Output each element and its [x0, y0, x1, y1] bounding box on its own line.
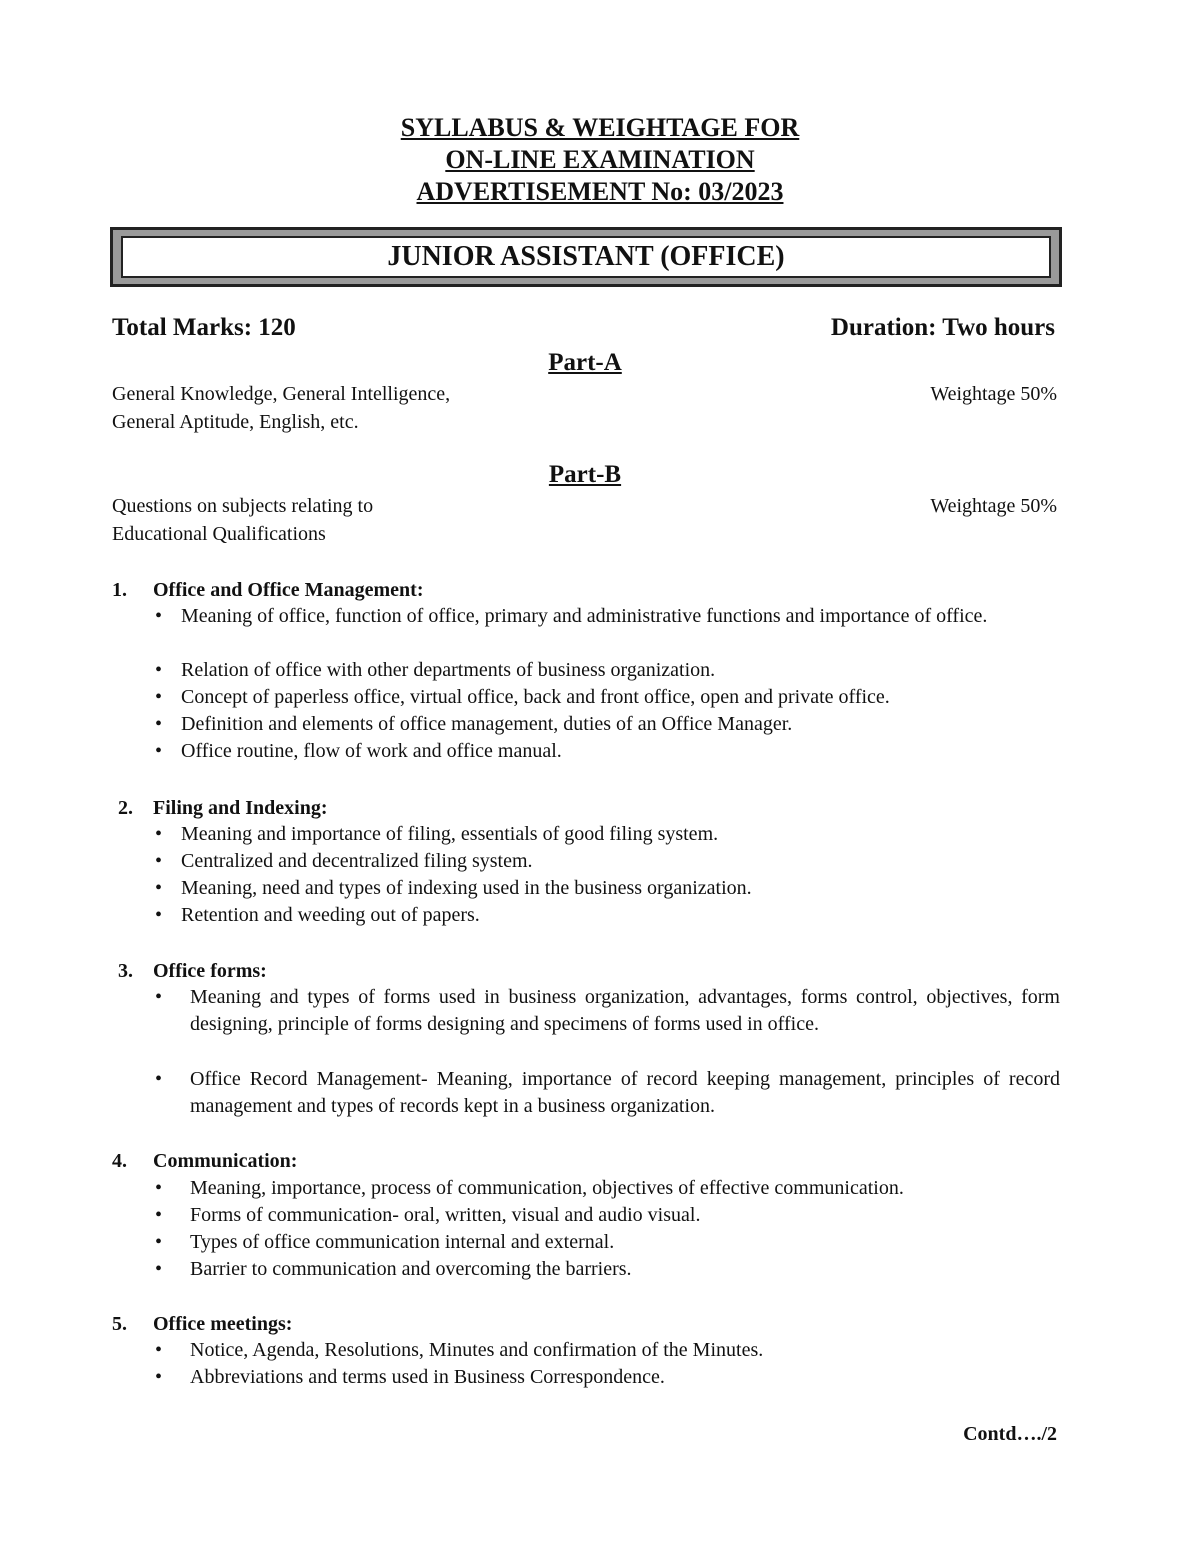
bullet-icon: • [155, 1177, 163, 1199]
bullet-icon: • [155, 986, 163, 1008]
part-b-weightage: Weightage 50% [930, 495, 1057, 517]
bullet-icon: • [155, 1204, 163, 1226]
section-4-item-1: Meaning, importance, process of communication, objectives of effective communication. [190, 1177, 904, 1199]
bullet-icon: • [155, 713, 163, 735]
continued-note: Contd…./2 [963, 1423, 1057, 1445]
bullet-icon: • [155, 1068, 163, 1090]
section-1-item-5: Office routine, flow of work and office manual. [181, 740, 562, 762]
section-1-item-4: Definition and elements of office management, duties of an Office Manager. [181, 713, 793, 735]
bullet-icon: • [155, 877, 163, 899]
section-4-title: Communication: [153, 1150, 298, 1172]
duration: Duration: Two hours [830, 314, 1055, 341]
part-a-line-1: General Knowledge, General Intelligence, [112, 383, 451, 405]
section-3-number: 3. [118, 960, 133, 982]
section-1-item-2: Relation of office with other departments of business organization. [181, 659, 716, 681]
section-5-number: 5. [112, 1313, 127, 1335]
section-1-number: 1. [112, 579, 127, 601]
bullet-icon: • [155, 740, 163, 762]
post-title: JUNIOR ASSISTANT (OFFICE) [121, 236, 1051, 278]
section-2-item-1: Meaning and importance of filing, essentials of good filing system. [181, 823, 719, 845]
section-5-item-1: Notice, Agenda, Resolutions, Minutes and confirmation of the Minutes. [190, 1339, 764, 1361]
section-2-item-2: Centralized and decentralized filing system. [181, 850, 533, 872]
post-title-box [110, 227, 1062, 287]
bullet-icon: • [155, 904, 163, 926]
section-5-item-2: Abbreviations and terms used in Business Correspondence. [190, 1366, 665, 1388]
section-1-title: Office and Office Management: [153, 579, 424, 601]
bullet-icon: • [155, 659, 163, 681]
part-b-heading: Part-B [548, 461, 622, 488]
section-4-number: 4. [112, 1150, 127, 1172]
bullet-icon: • [155, 1366, 163, 1388]
section-3-item-1: Meaning and types of forms used in business organization, advantages, forms control, objectives, form designing, principle of forms designing and specimens of forms used in office. [190, 986, 1060, 1035]
section-1-item-1: Meaning of office, function of office, primary and administrative functions and importance of office. [181, 605, 988, 627]
part-a-line-2: General Aptitude, English, etc. [112, 411, 359, 433]
part-b-line-2: Educational Qualifications [112, 523, 326, 545]
section-4-item-3: Types of office communication internal and external. [190, 1231, 615, 1253]
bullet-icon: • [155, 1258, 163, 1280]
section-4-item-4: Barrier to communication and overcoming the barriers. [190, 1258, 632, 1280]
header-line-1: SYLLABUS & WEIGHTAGE FOR [400, 113, 800, 142]
bullet-icon: • [155, 823, 163, 845]
bullet-icon: • [155, 1339, 163, 1361]
part-b-line-1: Questions on subjects relating to [112, 495, 374, 517]
section-3-title: Office forms: [153, 960, 267, 982]
section-2-title: Filing and Indexing: [153, 797, 328, 819]
bullet-icon: • [155, 1231, 163, 1253]
section-2-item-4: Retention and weeding out of papers. [181, 904, 480, 926]
part-a-weightage: Weightage 50% [930, 383, 1057, 405]
part-a-heading: Part-A [548, 349, 622, 376]
header-line-2: ON-LINE EXAMINATION [445, 145, 755, 174]
header-line-3: ADVERTISEMENT No: 03/2023 [416, 177, 784, 206]
section-5-title: Office meetings: [153, 1313, 293, 1335]
section-1-item-3: Concept of paperless office, virtual office, back and front office, open and private office. [181, 686, 890, 708]
bullet-icon: • [155, 686, 163, 708]
section-2-item-3: Meaning, need and types of indexing used in the business organization. [181, 877, 752, 899]
bullet-icon: • [155, 850, 163, 872]
bullet-icon: • [155, 605, 163, 627]
section-3-item-2: Office Record Management- Meaning, importance of record keeping management, principles of record management and types of records kept in a business organization. [190, 1068, 1060, 1117]
section-2-number: 2. [118, 797, 133, 819]
section-4-item-2: Forms of communication- oral, written, visual and audio visual. [190, 1204, 701, 1226]
total-marks: Total Marks: 120 [112, 314, 296, 341]
